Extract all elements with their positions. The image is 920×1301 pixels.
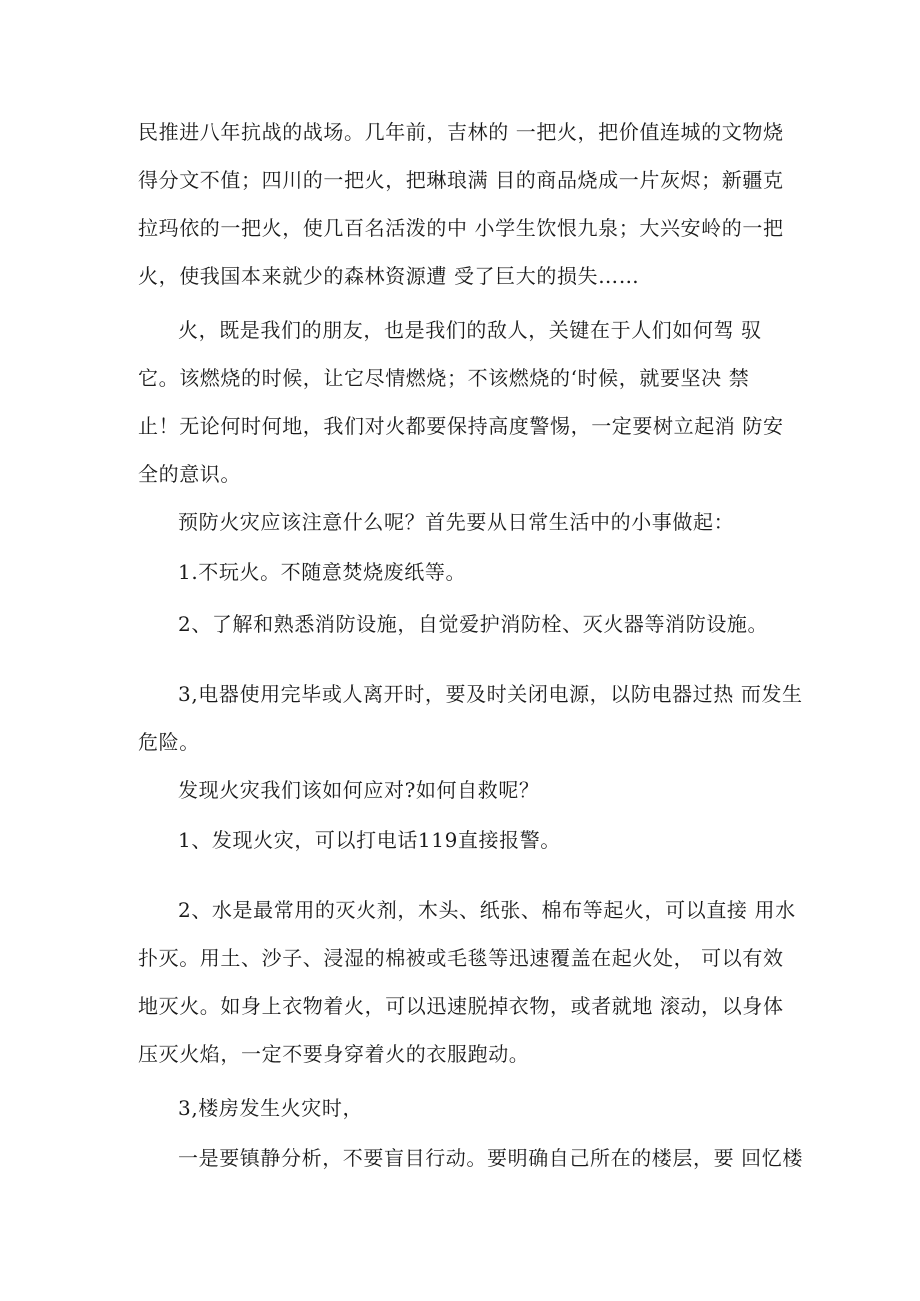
paragraph-line: 预防火灾应该注意什么呢？首先要从日常生活中的小事做起： (178, 510, 735, 534)
list-item: 1、发现火灾，可以打电话119直接报警。 (178, 828, 561, 852)
paragraph-line: 压灭火焰，一定不要身穿着火的衣服跑动。 (138, 1042, 530, 1066)
paragraph-line: 发现火灾我们该如何应对?如何自救呢？ (178, 778, 540, 802)
paragraph-line: 止！无论何时何地，我们对火都要保持高度警惕，一定要树立起消 防安 (138, 414, 784, 438)
list-item: 3,楼房发生火灾时， (178, 1096, 364, 1120)
paragraph-line: 民推进八年抗战的战场。几年前，吉林的 一把火，把价值连城的文物烧 (138, 120, 784, 144)
list-item: 1.不玩火。不随意焚烧废纸等。 (178, 560, 467, 584)
list-item: 2、了解和熟悉消防设施，自觉爱护消防栓、灭火器等消防设施。 (178, 612, 769, 636)
paragraph-line: 全的意识。 (138, 462, 241, 486)
paragraph-line: 拉玛依的一把火，使几百名活泼的中 小学生饮恨九泉；大兴安岭的一把 (138, 216, 784, 240)
paragraph-line: 危险。 (138, 730, 200, 754)
list-item: 3,电器使用完毕或人离开时，要及时关闭电源，以防电器过热 而发生 (178, 682, 803, 706)
list-item: 2、水是最常用的灭火剂，木头、纸张、棉布等起火，可以直接 用水 (178, 898, 796, 922)
paragraph-line: 火，既是我们的朋友，也是我们的敌人，关键在于人们如何驾 驭 (178, 318, 762, 342)
paragraph-line: 扑灭。用土、沙子、浸湿的棉被或毛毯等迅速覆盖在起火处， 可以有效 (138, 946, 784, 970)
paragraph-line: 得分文不值；四川的一把火，把琳琅满 目的商品烧成一片灰烬；新疆克 (138, 168, 784, 192)
paragraph-line: 地灭火。如身上衣物着火，可以迅速脱掉衣物，或者就地 滚动，以身体 (138, 994, 784, 1018)
paragraph-line: 一是要镇静分析，不要盲目行动。要明确自己所在的楼层，要 回忆楼 (178, 1146, 803, 1170)
paragraph-line: 火，使我国本来就少的森林资源遭 受了巨大的损失…… (138, 264, 640, 288)
paragraph-line: 它。该燃烧的时候，让它尽情燃烧；不该燃烧的‘时候，就要坚决 禁 (138, 366, 750, 390)
